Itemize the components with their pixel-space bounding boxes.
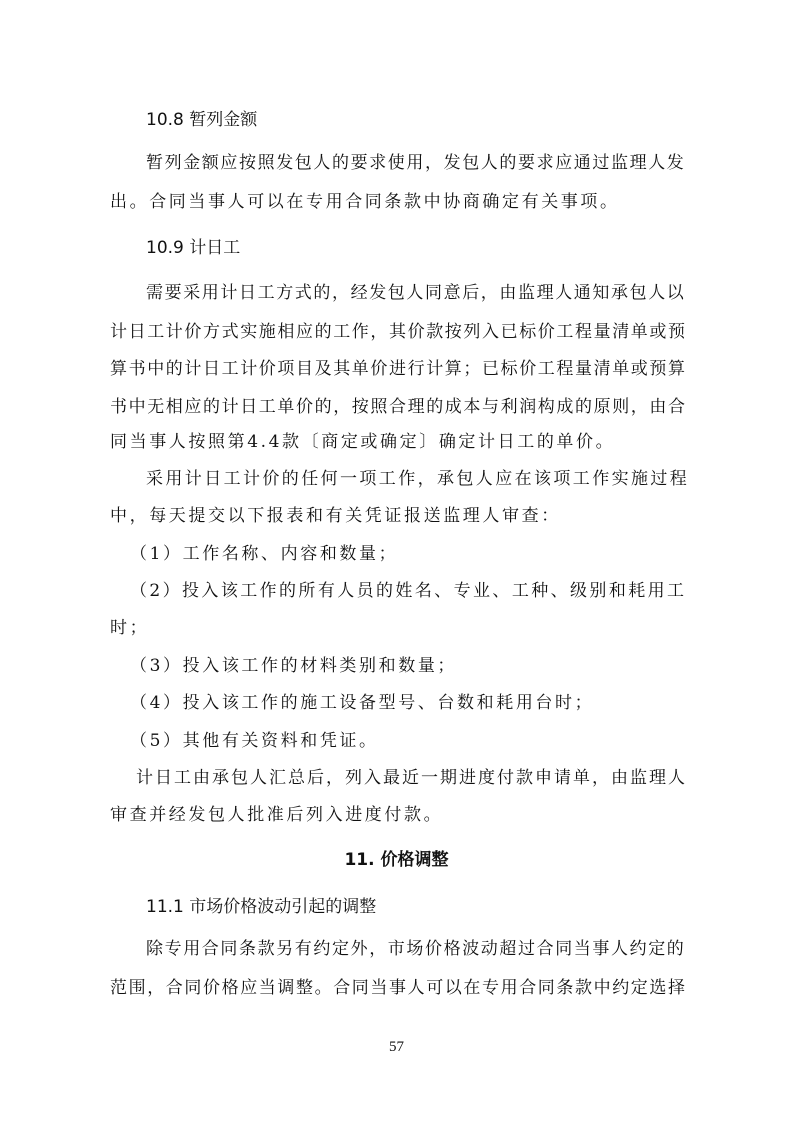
paragraph-line: 算书中的计日工计价项目及其单价进行计算；已标价工程量清单或预算: [110, 359, 687, 379]
paragraph-line: 书中无相应的计日工单价的，按照合理的成本与利润构成的原则，由合: [110, 397, 687, 417]
paragraph-line: 计日工由承包人汇总后，列入最近一期进度付款申请单，由监理人: [136, 768, 687, 788]
list-item: （1）工作名称、内容和数量；: [130, 544, 399, 564]
list-item: （4）投入该工作的施工设备型号、台数和耗用台时；: [130, 693, 595, 713]
paragraph-line: 出。合同当事人可以在专用合同条款中协商确定有关事项。: [110, 192, 620, 212]
list-item: （5）其他有关资料和凭证。: [130, 731, 379, 751]
paragraph-line: 计日工计价方式实施相应的工作，其价款按列入已标价工程量清单或预: [110, 322, 687, 342]
paragraph-line: 中，每天提交以下报表和有关凭证报送监理人审查：: [110, 506, 561, 526]
chapter-title-11: 11. 价格调整: [344, 850, 449, 870]
paragraph-line: 审查并经发包人批准后列入进度付款。: [110, 805, 444, 825]
paragraph-line: 除专用合同条款另有约定外，市场价格波动超过合同当事人约定的: [146, 939, 686, 959]
paragraph-line: 范围，合同价格应当调整。合同当事人可以在专用合同条款中约定选择: [110, 978, 687, 998]
paragraph-line: 同当事人按照第4.4款〔商定或确定〕确定计日工的单价。: [110, 432, 616, 452]
section-heading-10-9: 10.9 计日工: [146, 238, 241, 258]
section-heading-10-8: 10.8 暂列金额: [146, 110, 258, 130]
page-number: 57: [389, 1039, 404, 1055]
paragraph-line: 暂列金额应按照发包人的要求使用，发包人的要求应通过监理人发: [146, 153, 686, 173]
paragraph-line: 采用计日工计价的任何一项工作，承包人应在该项工作实施过程: [146, 469, 690, 489]
list-item: （2）投入该工作的所有人员的姓名、专业、工种、级别和耗用工: [130, 581, 687, 601]
paragraph-line: 需要采用计日工方式的，经发包人同意后，由监理人通知承包人以: [146, 283, 686, 303]
section-heading-11-1: 11.1 市场价格波动引起的调整: [146, 897, 377, 917]
list-item: （3）投入该工作的材料类别和数量；: [130, 656, 458, 676]
list-item: 时；: [110, 618, 150, 638]
